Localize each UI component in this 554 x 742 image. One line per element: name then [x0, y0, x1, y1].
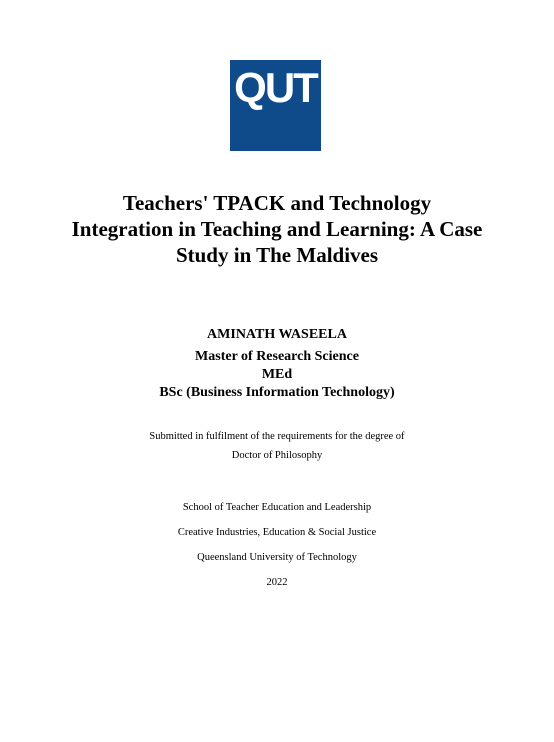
submission-statement — [0, 427, 554, 465]
submission-text: Submitted in fulfilment of the requirements for the degree of — [149, 431, 405, 442]
title-line-2: Integration in Teaching and Learning: A Case — [71, 217, 483, 241]
affiliation-block — [0, 495, 554, 595]
title-line-3: Study in The Maldives — [175, 243, 379, 267]
degree-2: MEd — [261, 367, 293, 382]
degree-1: Master of Research Science — [195, 349, 359, 364]
thesis-title — [0, 190, 554, 268]
faculty-name: Creative Industries, Education & Social Justice — [177, 527, 377, 538]
degree-3: BSc (Business Information Technology) — [159, 385, 395, 400]
year: 2022 — [266, 577, 288, 588]
school-name: School of Teacher Education and Leadership — [182, 502, 372, 513]
degree-name: Doctor of Philosophy — [231, 450, 323, 461]
author-block — [0, 326, 554, 402]
university-name: Queensland University of Technology — [197, 552, 357, 563]
title-line-1: Teachers' TPACK and Technology — [122, 191, 432, 215]
logo-text: QUT — [234, 64, 317, 111]
qut-logo — [230, 60, 321, 151]
author-name: AMINATH WASEELA — [207, 327, 347, 342]
